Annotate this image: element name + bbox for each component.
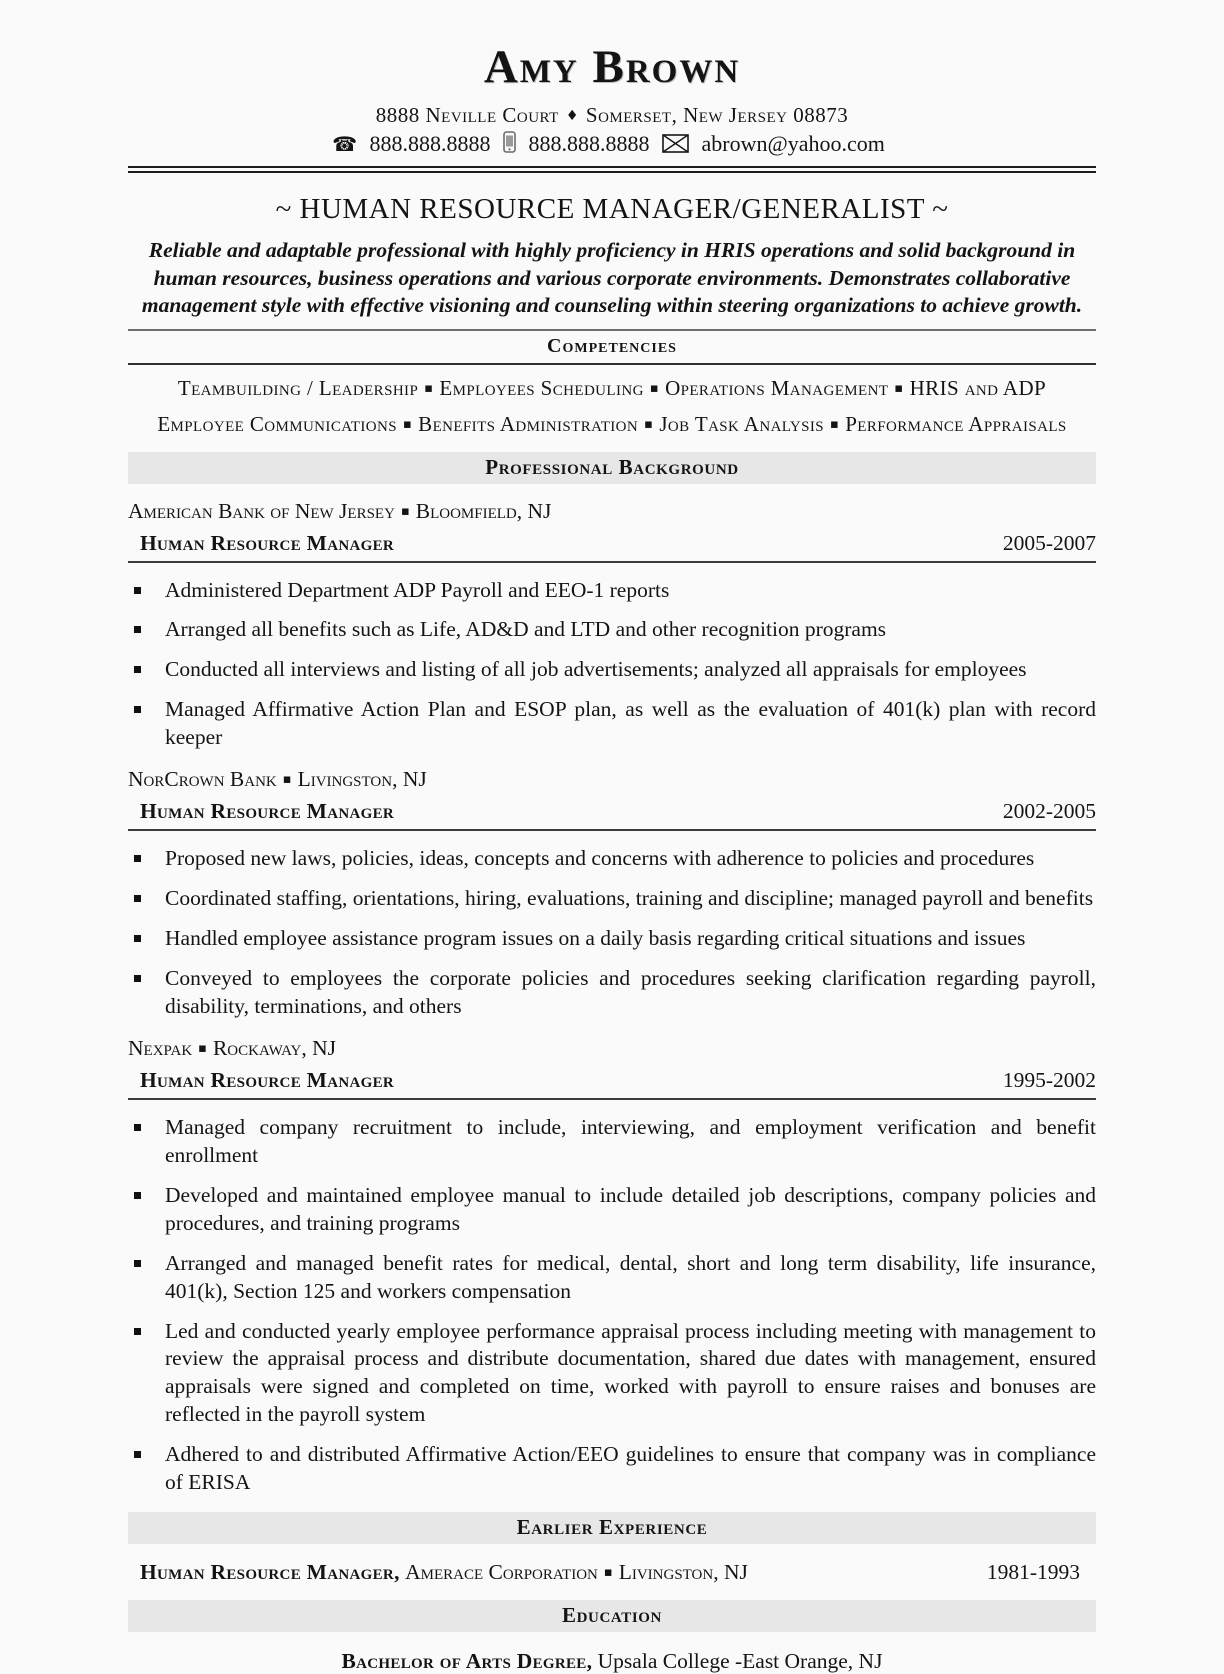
address-city: Somerset, New Jersey 08873 [585, 103, 849, 127]
email-icon [662, 134, 689, 153]
diamond-separator-icon: ♦ [565, 108, 579, 124]
job-title-row [128, 531, 1096, 556]
earlier-dates: 1981-1993 [986, 1560, 1080, 1585]
earlier-job-title: Human Resource Manager, [140, 1560, 400, 1585]
header-divider [128, 166, 1096, 173]
section-education: Education [128, 1600, 1096, 1632]
employer-name: Nexpak [128, 1035, 193, 1060]
job-norcrown-bank [128, 767, 1096, 1021]
square-separator-icon: ▪ [644, 416, 654, 432]
bullet-item: Conveyed to employees the corporate policies and procedures seeking clarification regarding payroll, disability, terminations, and others [128, 965, 1096, 1021]
job-title-divider [128, 1098, 1096, 1100]
degree-name: Bachelor of Arts Degree, [341, 1649, 593, 1674]
bullet-item: Proposed new laws, policies, ideas, concepts and concerns with adherence to policies and procedures [128, 845, 1096, 873]
bullet-item: Handled employee assistance program issues on a daily basis regarding critical situations and issues [128, 925, 1096, 953]
square-separator-icon: ▪ [400, 503, 410, 519]
education-line [128, 1649, 1096, 1674]
resume-headline: ~ HUMAN RESOURCE MANAGER/GENERALIST ~ [275, 193, 949, 225]
square-separator-icon: ▪ [282, 772, 292, 788]
bullet-item: Led and conducted yearly employee performance appraisal process including meeting with management to review the appraisal process and distribute documentation, shared due dates with management, ensured appraisals were signed and completed on time, worked with payroll to ensure raises and bonuses are reflected in the payroll system [128, 1318, 1096, 1430]
competency-item: Performance Appraisals [845, 411, 1067, 436]
bullet-item: Administered Department ADP Payroll and EEO-1 reports [128, 577, 1096, 605]
job-title-divider [128, 829, 1096, 831]
square-separator-icon: ▪ [424, 380, 434, 396]
competency-item: Employees Scheduling [439, 375, 644, 400]
summary-paragraph: Reliable and adaptable professional with highly proficiency in HRIS operations and solid background in human resources, business operations and various corporate environments. Demonstrates collaborative management style with effective visioning and counseling within steering organizations to achieve growth. [141, 238, 1083, 318]
job-dates: 2005-2007 [1002, 530, 1096, 555]
competencies-heading: Competencies [547, 334, 677, 357]
earlier-experience-line [140, 1560, 748, 1585]
earlier-experience-row [128, 1560, 1096, 1585]
employer-name: American Bank of New Jersey [128, 498, 395, 523]
employer-location: Livingston, NJ [297, 767, 427, 792]
bullet-item: Arranged all benefits such as Life, AD&D and LTD and other recognition programs [128, 616, 1096, 644]
square-separator-icon: ▪ [402, 416, 413, 432]
square-separator-icon: ▪ [894, 380, 904, 396]
job-bullet-list [128, 845, 1096, 1021]
square-separator-icon: ▪ [829, 416, 840, 432]
job-dates: 2002-2005 [1002, 799, 1096, 824]
job-title: Human Resource Manager [140, 530, 395, 555]
section-earlier-experience: Earlier Experience [128, 1512, 1096, 1544]
bullet-item: Coordinated staffing, orientations, hiring, evaluations, training and discipline; managed payroll and benefits [128, 885, 1096, 913]
competency-item: Benefits Administration [418, 411, 639, 436]
square-separator-icon: ▪ [198, 1040, 207, 1056]
bullet-item: Developed and maintained employee manual to include detailed job descriptions, company policies and procedures, and training programs [128, 1182, 1096, 1238]
competency-item: Job Task Analysis [659, 411, 824, 436]
resume-header [128, 40, 1096, 173]
bullet-item: Managed company recruitment to include, interviewing, and employment verification and benefit enrollment [128, 1114, 1096, 1170]
job-title: Human Resource Manager [140, 799, 395, 824]
address-street: 8888 Neville Court [375, 103, 559, 127]
competency-item: HRIS and ADP [909, 375, 1047, 400]
bullet-item: Adhered to and distributed Affirmative Action/EEO guidelines to ensure that company was in compliance of ERISA [128, 1441, 1096, 1497]
square-separator-icon: ▪ [649, 380, 660, 396]
job-title-row [128, 1068, 1096, 1093]
job-title: Human Resource Manager [140, 1067, 395, 1092]
summary-divider [128, 329, 1096, 331]
job-nexpak [128, 1036, 1096, 1497]
square-separator-icon: ▪ [603, 1565, 613, 1581]
school-name: Upsala College -East Orange, NJ [597, 1649, 883, 1674]
bullet-item: Arranged and managed benefit rates for medical, dental, short and long term disability, life insurance, 401(k), Section 125 and workers compensation [128, 1250, 1096, 1306]
candidate-name: Amy Brown [483, 41, 741, 93]
job-bullet-list [128, 1114, 1096, 1497]
job-title-divider [128, 561, 1096, 563]
bullet-item: Conducted all interviews and listing of all job advertisements; analyzed all appraisals for employees [128, 656, 1096, 684]
competency-item: Employee Communications [157, 411, 397, 436]
employer-location: Bloomfield, NJ [415, 498, 552, 523]
employer-location: Rockaway, NJ [212, 1035, 337, 1060]
cell-phone-icon [503, 131, 516, 153]
employer-line [128, 767, 1096, 792]
job-dates: 1995-2002 [1002, 1067, 1096, 1092]
competency-item: Operations Management [665, 375, 889, 400]
bullet-item: Managed Affirmative Action Plan and ESOP plan, as well as the evaluation of 401(k) plan with record keeper [128, 696, 1096, 752]
competencies-divider [128, 363, 1096, 365]
earlier-company: Amerace Corporation [405, 1560, 598, 1585]
competencies-row-1 [128, 376, 1096, 401]
job-title-row [128, 799, 1096, 824]
contact-line [128, 131, 1096, 157]
earlier-location: Livingston, NJ [618, 1560, 748, 1585]
address-line [128, 103, 1096, 128]
email-address: abrown@yahoo.com [701, 131, 885, 156]
employer-line [128, 499, 1096, 524]
competency-item: Teambuilding / Leadership [177, 375, 419, 400]
job-bullet-list [128, 577, 1096, 753]
phone-number: 888.888.8888 [369, 131, 491, 156]
cell-number: 888.888.8888 [528, 131, 650, 156]
employer-name: NorCrown Bank [128, 767, 277, 792]
job-american-bank [128, 499, 1096, 753]
competencies-row-2 [128, 412, 1096, 437]
employer-line [128, 1036, 1096, 1061]
phone-icon: ☎ [332, 132, 358, 156]
section-professional-background: Professional Background [128, 452, 1096, 484]
